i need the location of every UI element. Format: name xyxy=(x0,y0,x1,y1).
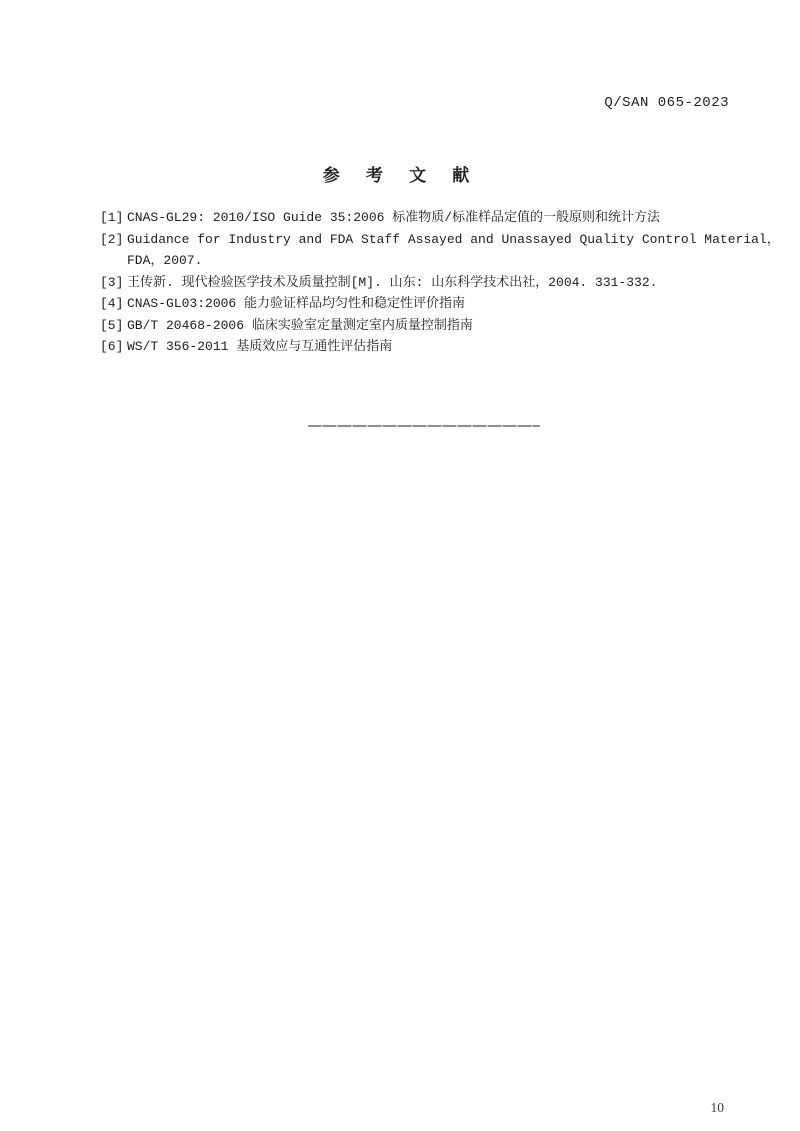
reference-marker: [5] xyxy=(100,317,124,333)
reference-item-1 xyxy=(100,207,760,229)
reference-text xyxy=(127,272,760,294)
reference-text xyxy=(127,207,760,229)
reference-line: WS/T 356-2011 基质效应与互通性评估指南 xyxy=(127,339,393,354)
reference-list xyxy=(100,207,780,358)
reference-item-3 xyxy=(100,272,760,294)
reference-line: FDA，2007. xyxy=(127,253,203,268)
footnote-divider-line xyxy=(308,425,540,427)
reference-marker: [3] xyxy=(100,274,124,290)
page-title: 参 考 文 献 xyxy=(322,168,478,187)
reference-item-2 xyxy=(100,229,780,272)
reference-item-6 xyxy=(100,336,760,358)
reference-marker: [2] xyxy=(100,231,124,247)
reference-line: GB/T 20468-2006 临床实验室定量测定室内质量控制指南 xyxy=(127,317,473,333)
reference-item-5 xyxy=(100,315,760,337)
reference-line: CNAS-GL03:2006 能力验证样品均匀性和稳定性评价指南 xyxy=(127,296,466,311)
reference-marker: [4] xyxy=(100,296,124,311)
reference-item-4 xyxy=(100,293,760,315)
page-number: 10 xyxy=(710,1100,724,1115)
reference-text xyxy=(127,315,760,337)
reference-line: 王传新. 现代检验医学技术及质量控制[M]. 山东: 山东科学技术出社，2004. 331-332. xyxy=(127,274,658,290)
reference-text xyxy=(127,229,780,272)
reference-marker: [6] xyxy=(100,339,124,354)
reference-line: CNAS-GL29: 2010/ISO Guide 35:2006 标准物质/标准样品定值的一般原则和统计方法 xyxy=(127,210,661,225)
reference-text xyxy=(127,336,760,358)
standard-code-header: Q/SAN 065-2023 xyxy=(604,95,729,111)
reference-text xyxy=(127,293,760,315)
reference-line: Guidance for Industry and FDA Staff Assayed and Unassayed Quality Control Material， xyxy=(127,231,780,247)
reference-marker: [1] xyxy=(100,210,124,225)
